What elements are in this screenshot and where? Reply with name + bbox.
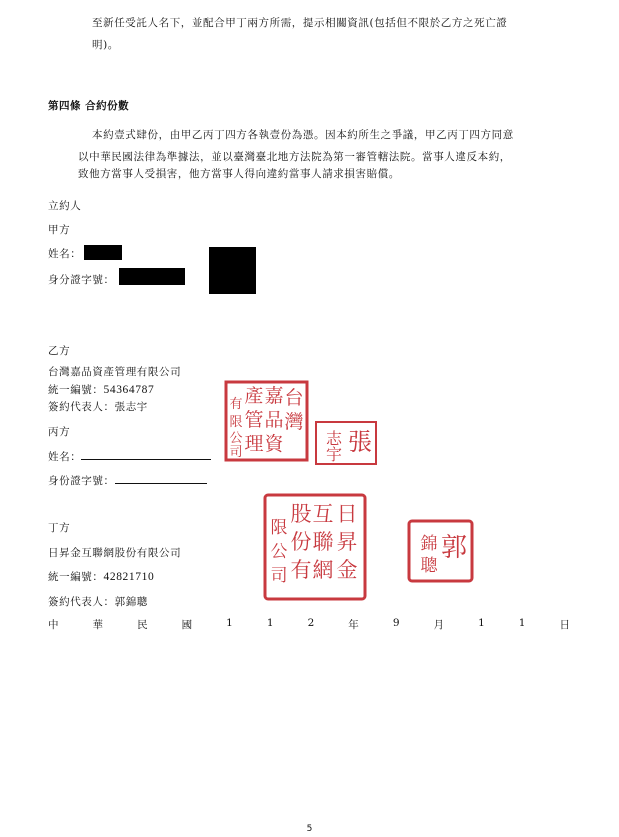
svg-text:錦: 錦	[420, 534, 438, 554]
party-b-tax-id	[48, 382, 154, 397]
article-4-line-1: 本約壹式肆份，由甲乙丙丁四方各執壹份為憑。因本約所生之爭議，甲乙丙丁四方同意	[92, 129, 514, 141]
svg-text:嘉: 嘉	[264, 385, 284, 407]
svg-text:昇: 昇	[336, 530, 358, 554]
svg-text:司: 司	[229, 445, 243, 460]
svg-text:張: 張	[348, 428, 372, 456]
svg-text:公: 公	[270, 542, 288, 562]
article-4-line-2: 以中華民國法律為準據法，並以臺灣臺北地方法院為第一審管轄法院。當事人違反本約，	[78, 151, 511, 163]
party-d-rep-name: 郭錦聰	[114, 596, 148, 608]
svg-text:司: 司	[270, 566, 288, 586]
svg-text:郭: 郭	[440, 533, 468, 563]
party-d-tax-id	[48, 569, 154, 584]
party-c-id-row	[48, 472, 207, 488]
svg-text:管: 管	[244, 409, 264, 431]
svg-text:宇: 宇	[325, 445, 343, 464]
party-c-id-blank	[115, 472, 207, 484]
date-char: 民	[137, 619, 148, 631]
page-number: 5	[306, 824, 313, 834]
party-c-name-row	[48, 448, 211, 464]
company-seal-d	[263, 493, 367, 601]
svg-text:日: 日	[336, 502, 358, 526]
party-a-label: 甲方	[48, 224, 71, 236]
date-char: 日	[559, 619, 570, 631]
rep-seal-b	[314, 420, 378, 466]
svg-text:有: 有	[229, 397, 243, 412]
party-b-rep-name: 張志宇	[114, 401, 148, 413]
date-day-digit: 1	[518, 617, 526, 629]
svg-text:理: 理	[244, 433, 264, 455]
rep-seal-d	[407, 519, 474, 583]
date-year-digit: 2	[307, 617, 315, 629]
party-c-name-label: 姓名：	[48, 451, 82, 463]
party-d-rep-label: 簽約代表人：	[48, 596, 115, 608]
svg-text:聯: 聯	[312, 530, 334, 554]
svg-text:品: 品	[264, 409, 284, 431]
article-4-title: 第四條 合約份數	[48, 100, 130, 112]
svg-text:股: 股	[290, 502, 312, 526]
svg-text:互: 互	[312, 502, 334, 526]
party-d-tax-id-label: 統一編號：	[48, 571, 104, 583]
party-b-rep	[48, 399, 148, 414]
party-b-rep-label: 簽約代表人：	[48, 401, 115, 413]
svg-text:資: 資	[264, 433, 284, 455]
party-d-label: 丁方	[48, 522, 71, 534]
party-b-label: 乙方	[48, 345, 71, 357]
date-char: 華	[92, 619, 104, 631]
svg-text:份: 份	[290, 530, 312, 554]
party-b-tax-id-label: 統一編號：	[48, 384, 104, 396]
svg-text:網: 網	[312, 558, 334, 582]
signing-date-row	[48, 617, 570, 632]
party-a-name-redaction	[84, 245, 122, 260]
date-char: 月	[433, 619, 445, 631]
svg-text:聰: 聰	[420, 556, 438, 576]
svg-text:灣: 灣	[284, 411, 304, 433]
party-a-name-label: 姓名：	[48, 248, 82, 260]
svg-text:金: 金	[336, 558, 358, 582]
party-d-tax-id-value: 42821710	[103, 571, 155, 583]
svg-text:產: 產	[244, 385, 264, 407]
party-d-company: 日昇金互聯網股份有限公司	[48, 547, 182, 559]
party-a-seal-redaction	[209, 247, 256, 294]
party-c-name-blank	[81, 448, 211, 460]
article-4-line-3: 致他方當事人受損害，他方當事人得向違約當事人請求損害賠償。	[78, 168, 400, 180]
date-month-digit: 9	[392, 617, 400, 629]
svg-text:公: 公	[229, 431, 243, 446]
svg-text:台: 台	[284, 387, 304, 409]
svg-text:有: 有	[290, 558, 312, 582]
date-year-digit: 1	[266, 617, 274, 629]
intro-line-1: 至新任受託人名下，並配合甲丁兩方所需，提示相關資訊(包括但不限於乙方之死亡證	[92, 17, 508, 29]
party-c-id-label: 身份證字號：	[48, 475, 115, 487]
svg-text:限: 限	[229, 415, 243, 430]
date-char: 年	[348, 619, 359, 631]
party-c-label: 丙方	[48, 426, 71, 438]
party-d-rep	[48, 594, 148, 609]
intro-line-2: 明)。	[92, 39, 119, 51]
party-a-id-label: 身分證字號：	[48, 274, 115, 286]
svg-text:限: 限	[270, 518, 288, 538]
svg-text:志: 志	[325, 429, 343, 448]
company-seal-b	[224, 380, 309, 462]
date-year-digit: 1	[226, 617, 233, 629]
signatories-label: 立約人	[48, 200, 82, 212]
party-a-id-redaction	[119, 268, 185, 285]
date-day-digit: 1	[478, 617, 485, 629]
date-char: 中	[48, 619, 59, 631]
date-char: 國	[181, 619, 193, 631]
party-b-tax-id-value: 54364787	[103, 384, 155, 396]
party-b-company: 台灣嘉品資產管理有限公司	[48, 366, 182, 378]
